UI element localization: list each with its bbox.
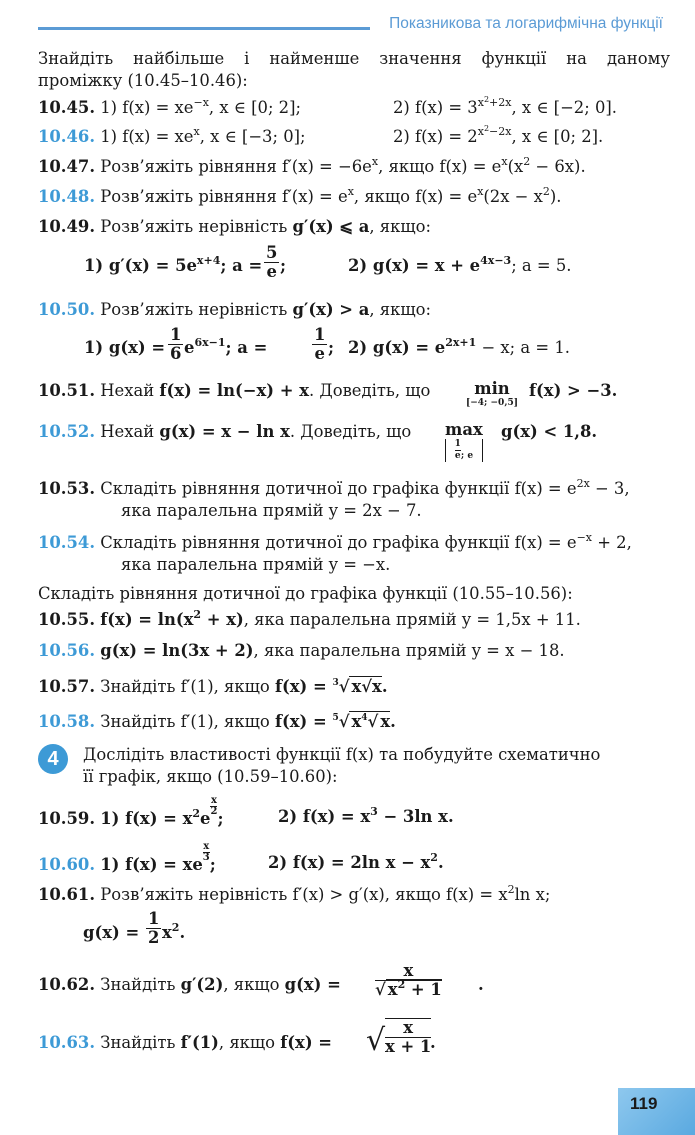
problem-number: 10.51. <box>38 381 96 400</box>
exp-rest: −2x <box>489 125 512 138</box>
fraction <box>375 962 442 1001</box>
exp: 2 <box>542 185 550 198</box>
radical-sign: √ <box>366 1023 386 1058</box>
problem-10-60 <box>38 841 670 876</box>
root-index: 5 <box>332 713 339 723</box>
part-b-end: . <box>437 853 444 872</box>
exp: 2x+1 <box>445 336 477 349</box>
problem-number: 10.52. <box>38 422 96 441</box>
problem-number: 10.48. <box>38 187 96 206</box>
fraction-2 <box>312 326 327 363</box>
part-a: 1) f(x) = xe <box>100 127 194 146</box>
condition: g′(x) ⩽ a <box>292 217 370 236</box>
text-end2: ). <box>549 187 562 206</box>
part-a <box>100 795 224 828</box>
part-b <box>393 97 617 122</box>
exp: 2 <box>523 155 531 168</box>
root-index: 3 <box>332 678 339 688</box>
part-b-end: − x; a = 1. <box>476 338 570 357</box>
intro2: Складіть рівняння дотичної до графіка функції (10.55–10.56): <box>38 584 573 603</box>
part-a-text: 1) f(x) = xe <box>100 855 203 874</box>
exp-sq: 2 <box>483 124 490 133</box>
problem-number: 10.47. <box>38 157 96 176</box>
part-b-text: 2) f(x) = 2 <box>393 127 478 146</box>
part-a-mid: ; a = <box>220 256 263 275</box>
part-b <box>393 126 603 151</box>
domain: , x ∈ [−3; 0]; <box>199 127 306 146</box>
part-b <box>278 806 454 830</box>
problem-number: 10.62. <box>38 975 96 994</box>
problem-10-59 <box>38 795 670 832</box>
problem-number: 10.56. <box>38 641 96 660</box>
exp-den: 3 <box>202 852 210 863</box>
problem-10-63 <box>38 1018 670 1068</box>
exp: 2 <box>430 851 438 864</box>
exp-x: x <box>477 96 484 109</box>
text: Нехай <box>100 381 160 400</box>
radicand: x√x <box>351 677 382 696</box>
intro-line2-text: проміжку (10.45–10.46): <box>38 71 248 90</box>
part-b <box>348 337 570 361</box>
function: f(x) = ln(−x) + x <box>159 381 309 400</box>
problem-10-47 <box>38 156 670 180</box>
problem-number: 10.53. <box>38 479 96 498</box>
radicand <box>386 979 442 999</box>
fraction <box>146 910 161 947</box>
problem-10-62 <box>38 962 670 1012</box>
text-end: (x <box>507 157 524 176</box>
inner-index: 4 <box>361 713 368 723</box>
text: Знайдіть <box>100 1033 181 1052</box>
line1: Складіть рівняння дотичної до графіка функції f(x) = e <box>100 479 577 498</box>
exp-term <box>184 337 267 361</box>
line2: яка паралельна прямій y = 2x − 7. <box>121 501 422 520</box>
denominator: e <box>314 344 325 363</box>
text-mid: , якщо f(x) = e <box>378 157 502 176</box>
section-4-text <box>83 744 663 788</box>
function-text: f(x) = ln(x <box>100 610 194 629</box>
max-range <box>445 439 483 462</box>
part-a-end: ; <box>328 338 335 357</box>
exp-frac <box>210 796 217 817</box>
intro-line2 <box>38 70 670 92</box>
radicand-x: x <box>351 712 362 731</box>
radicand: $x^4√$ x <box>351 712 391 731</box>
max-op <box>445 421 483 462</box>
fraction <box>168 326 183 363</box>
function: f(x) = <box>274 712 333 731</box>
function: g(x) = ln(3x + 2) <box>100 641 254 660</box>
exp: −x <box>576 531 592 544</box>
header-title: Показникова та логарифмічна функції <box>389 15 663 32</box>
radicand-end: + 1 <box>405 980 442 999</box>
exp: 6x−1 <box>194 336 226 349</box>
problem-10-61-g <box>38 910 670 960</box>
e: e <box>184 338 195 357</box>
exp <box>478 96 512 109</box>
exp: x+4 <box>196 254 221 267</box>
part-b <box>348 255 572 279</box>
text-mid: . Доведіть, що <box>308 381 431 400</box>
part-a: 1) f(x) = xe <box>100 98 194 117</box>
problem-10-56 <box>38 640 670 662</box>
fraction <box>385 1018 431 1056</box>
line1-end: − 3, <box>589 479 630 498</box>
exp-den: 2 <box>210 806 218 817</box>
problem-number: 10.61. <box>38 885 96 904</box>
part-b-end: − 3ln x. <box>377 807 454 826</box>
exp: 2 <box>397 978 406 991</box>
part-a-text: 1) f(x) = x <box>100 809 193 828</box>
end: . <box>179 923 186 942</box>
problem-10-57 <box>38 676 670 701</box>
problem-10-53 <box>38 477 670 520</box>
denominator: 6 <box>170 344 182 363</box>
function: f(x) = <box>274 677 333 696</box>
section-line2: її графік, якщо (10.59–10.60): <box>83 767 338 786</box>
line2: яка паралельна прямій y = −x. <box>121 555 391 574</box>
problem-10-51 <box>38 380 670 416</box>
end: . <box>390 712 396 731</box>
problem-10-50 <box>38 299 670 321</box>
problem-10-52 <box>38 421 670 471</box>
problem-number: 10.49. <box>38 217 96 236</box>
text: Розв’яжіть рівняння f′(x) = e <box>100 187 348 206</box>
exp: x <box>193 125 200 138</box>
problem-10-58 <box>38 711 670 736</box>
exp: x <box>371 155 379 168</box>
min-label: min <box>474 379 510 398</box>
intro-line1: Знайдіть найбільше і найменше значення функції на даному <box>38 49 670 68</box>
inequality: f(x) > −3. <box>529 381 618 400</box>
problem-number: 10.60. <box>38 855 96 874</box>
problem-10-54 <box>38 531 670 574</box>
text: Знайдіть <box>100 975 181 994</box>
text-end: ln x; <box>514 885 551 904</box>
exp-frac <box>203 842 210 863</box>
part-b-text: 2) f(x) = 3 <box>393 98 478 117</box>
text-tail: , якщо: <box>369 217 432 236</box>
numerator: 1 <box>314 325 326 344</box>
problem-10-49-parts <box>38 244 670 290</box>
part-a <box>100 841 216 874</box>
exp-num: x <box>210 795 217 806</box>
problem-10-48 <box>38 186 670 210</box>
exp: 2 <box>192 807 201 820</box>
problem-number: 10.46. <box>38 127 96 146</box>
numerator: x <box>385 1019 431 1038</box>
exp-sq: 2 <box>483 95 490 104</box>
text-end: (2x − x <box>483 187 543 206</box>
numerator: 5 <box>266 243 278 262</box>
f-label: f(x) = <box>280 1033 333 1052</box>
x: x <box>162 923 172 942</box>
text: Розв’яжіть нерівність f′(x) > g′(x), якщо f(x) = x <box>100 885 508 904</box>
problem-10-45 <box>38 97 670 121</box>
radical-sign: √ <box>338 677 350 696</box>
part-b <box>268 852 444 876</box>
part-b-text: 2) g(x) = x + e <box>348 256 481 275</box>
condition: g′(x) > a <box>292 300 370 319</box>
inequality: g(x) < 1,8. <box>501 422 598 441</box>
function-end: + x) <box>201 610 244 629</box>
text-mid: , якщо f(x) = e <box>353 187 478 206</box>
denominator: √ $x^2 + 1$ <box>375 978 442 999</box>
exp: x <box>501 155 508 168</box>
problem-10-55 <box>38 609 670 633</box>
exp: 2 <box>507 883 515 896</box>
problem-number: 10.59. <box>38 809 96 828</box>
text-tail: , якщо: <box>369 300 432 319</box>
text-mid: , якщо <box>218 1033 281 1052</box>
exp: −x <box>193 96 209 109</box>
denominator: 2 <box>148 928 160 947</box>
exp: x <box>347 185 354 198</box>
text: Розв’яжіть нерівність <box>100 217 293 236</box>
page-number: 119 <box>630 1094 658 1113</box>
problem-number: 10.45. <box>38 98 96 117</box>
derivative: f′(1) <box>180 1033 219 1052</box>
text: , яка паралельна прямій y = 1,5x + 11. <box>243 610 581 629</box>
numerator: x <box>375 962 442 981</box>
problem-number: 10.58. <box>38 712 96 731</box>
exp-rest: +2x <box>489 96 512 109</box>
text: , яка паралельна прямій y = x − 18. <box>253 641 565 660</box>
text: Знайдіть f′(1), якщо <box>100 712 275 731</box>
fraction <box>264 244 279 281</box>
problem-10-50-parts <box>38 326 670 372</box>
min-range: [−4; −0,5] <box>466 398 518 408</box>
exp-num: x <box>203 841 210 852</box>
min-op <box>466 380 518 408</box>
text-mid: , якщо <box>223 975 285 994</box>
range-num: 1 <box>454 439 461 449</box>
text: Розв’яжіть рівняння f′(x) = −6e <box>100 157 372 176</box>
text-mid: . Доведіть, що <box>289 422 412 441</box>
exp: 2x <box>576 477 590 490</box>
problem-number: 10.54. <box>38 533 96 552</box>
intro-text <box>38 48 670 92</box>
part-b-text: 2) f(x) = 2ln x − x <box>268 853 431 872</box>
problem-10-46 <box>38 126 670 150</box>
function: g(x) = x − ln x <box>159 422 290 441</box>
numerator: 1 <box>170 325 182 344</box>
exp: 3 <box>370 805 378 818</box>
section-badge: 4 <box>38 744 68 774</box>
problem-10-63-text <box>38 1032 332 1054</box>
part-b-text: 2) f(x) = x <box>278 807 371 826</box>
domain: , x ∈ [−2; 0]. <box>511 98 617 117</box>
range-rest: ; e <box>460 451 474 461</box>
section-line1: Дослідіть властивості функції f(x) та побудуйте схематично <box>83 745 601 764</box>
text: Знайдіть f′(1), якщо <box>100 677 275 696</box>
header-rule <box>38 27 370 30</box>
max-label: max <box>445 420 483 439</box>
part-b-text: 2) g(x) = e <box>348 338 446 357</box>
problem-10-61 <box>38 884 670 908</box>
problem-10-49 <box>38 216 670 238</box>
exp: x <box>477 185 484 198</box>
denominator: x + 1 <box>385 1037 432 1056</box>
text: Нехай <box>100 422 160 441</box>
range-den: e <box>454 451 461 461</box>
domain: , x ∈ [0; 2]; <box>208 98 302 117</box>
text-end2: − 6x). <box>530 157 586 176</box>
derivative: g′(2) <box>180 975 224 994</box>
part-a-end: ; <box>209 855 216 874</box>
exp-x: x <box>477 125 484 138</box>
e: e <box>200 809 211 828</box>
exp: 2 <box>193 608 202 621</box>
problem-number: 10.57. <box>38 677 96 696</box>
line1-end: + 2, <box>592 533 632 552</box>
domain: , x ∈ [0; 2]. <box>511 127 604 146</box>
part-a-text: 1) g′(x) = 5e <box>84 256 197 275</box>
numerator: 1 <box>148 909 160 928</box>
denominator: e <box>266 262 277 281</box>
end: . <box>478 975 484 994</box>
exp: 4x−3 <box>480 254 512 267</box>
g-label: g(x) = <box>284 975 341 994</box>
inner-radicand: x <box>380 712 391 731</box>
end: . <box>430 1033 436 1052</box>
problem-number: 10.63. <box>38 1033 96 1052</box>
problem-10-62-text <box>38 974 341 996</box>
radicand-x: x <box>387 980 398 999</box>
text: Розв’яжіть нерівність <box>100 300 293 319</box>
part-a-mid: ; a = <box>225 338 268 357</box>
exp: 2 <box>171 921 180 934</box>
function <box>100 610 244 629</box>
part-a <box>84 255 262 279</box>
problem-number: 10.50. <box>38 300 96 319</box>
g-tail <box>162 922 185 946</box>
exp <box>478 125 512 138</box>
line1: Складіть рівняння дотичної до графіка функції f(x) = e <box>100 533 577 552</box>
part-a-end: ; <box>217 809 224 828</box>
part-a-end: ; <box>280 256 287 275</box>
part-b-end: ; a = 5. <box>511 256 572 275</box>
problem-number: 10.55. <box>38 610 96 629</box>
radical-sign: √ <box>338 712 350 731</box>
part-a-text: 1) g(x) = <box>84 338 166 357</box>
end: . <box>381 677 388 696</box>
g-label: g(x) = <box>83 923 140 942</box>
